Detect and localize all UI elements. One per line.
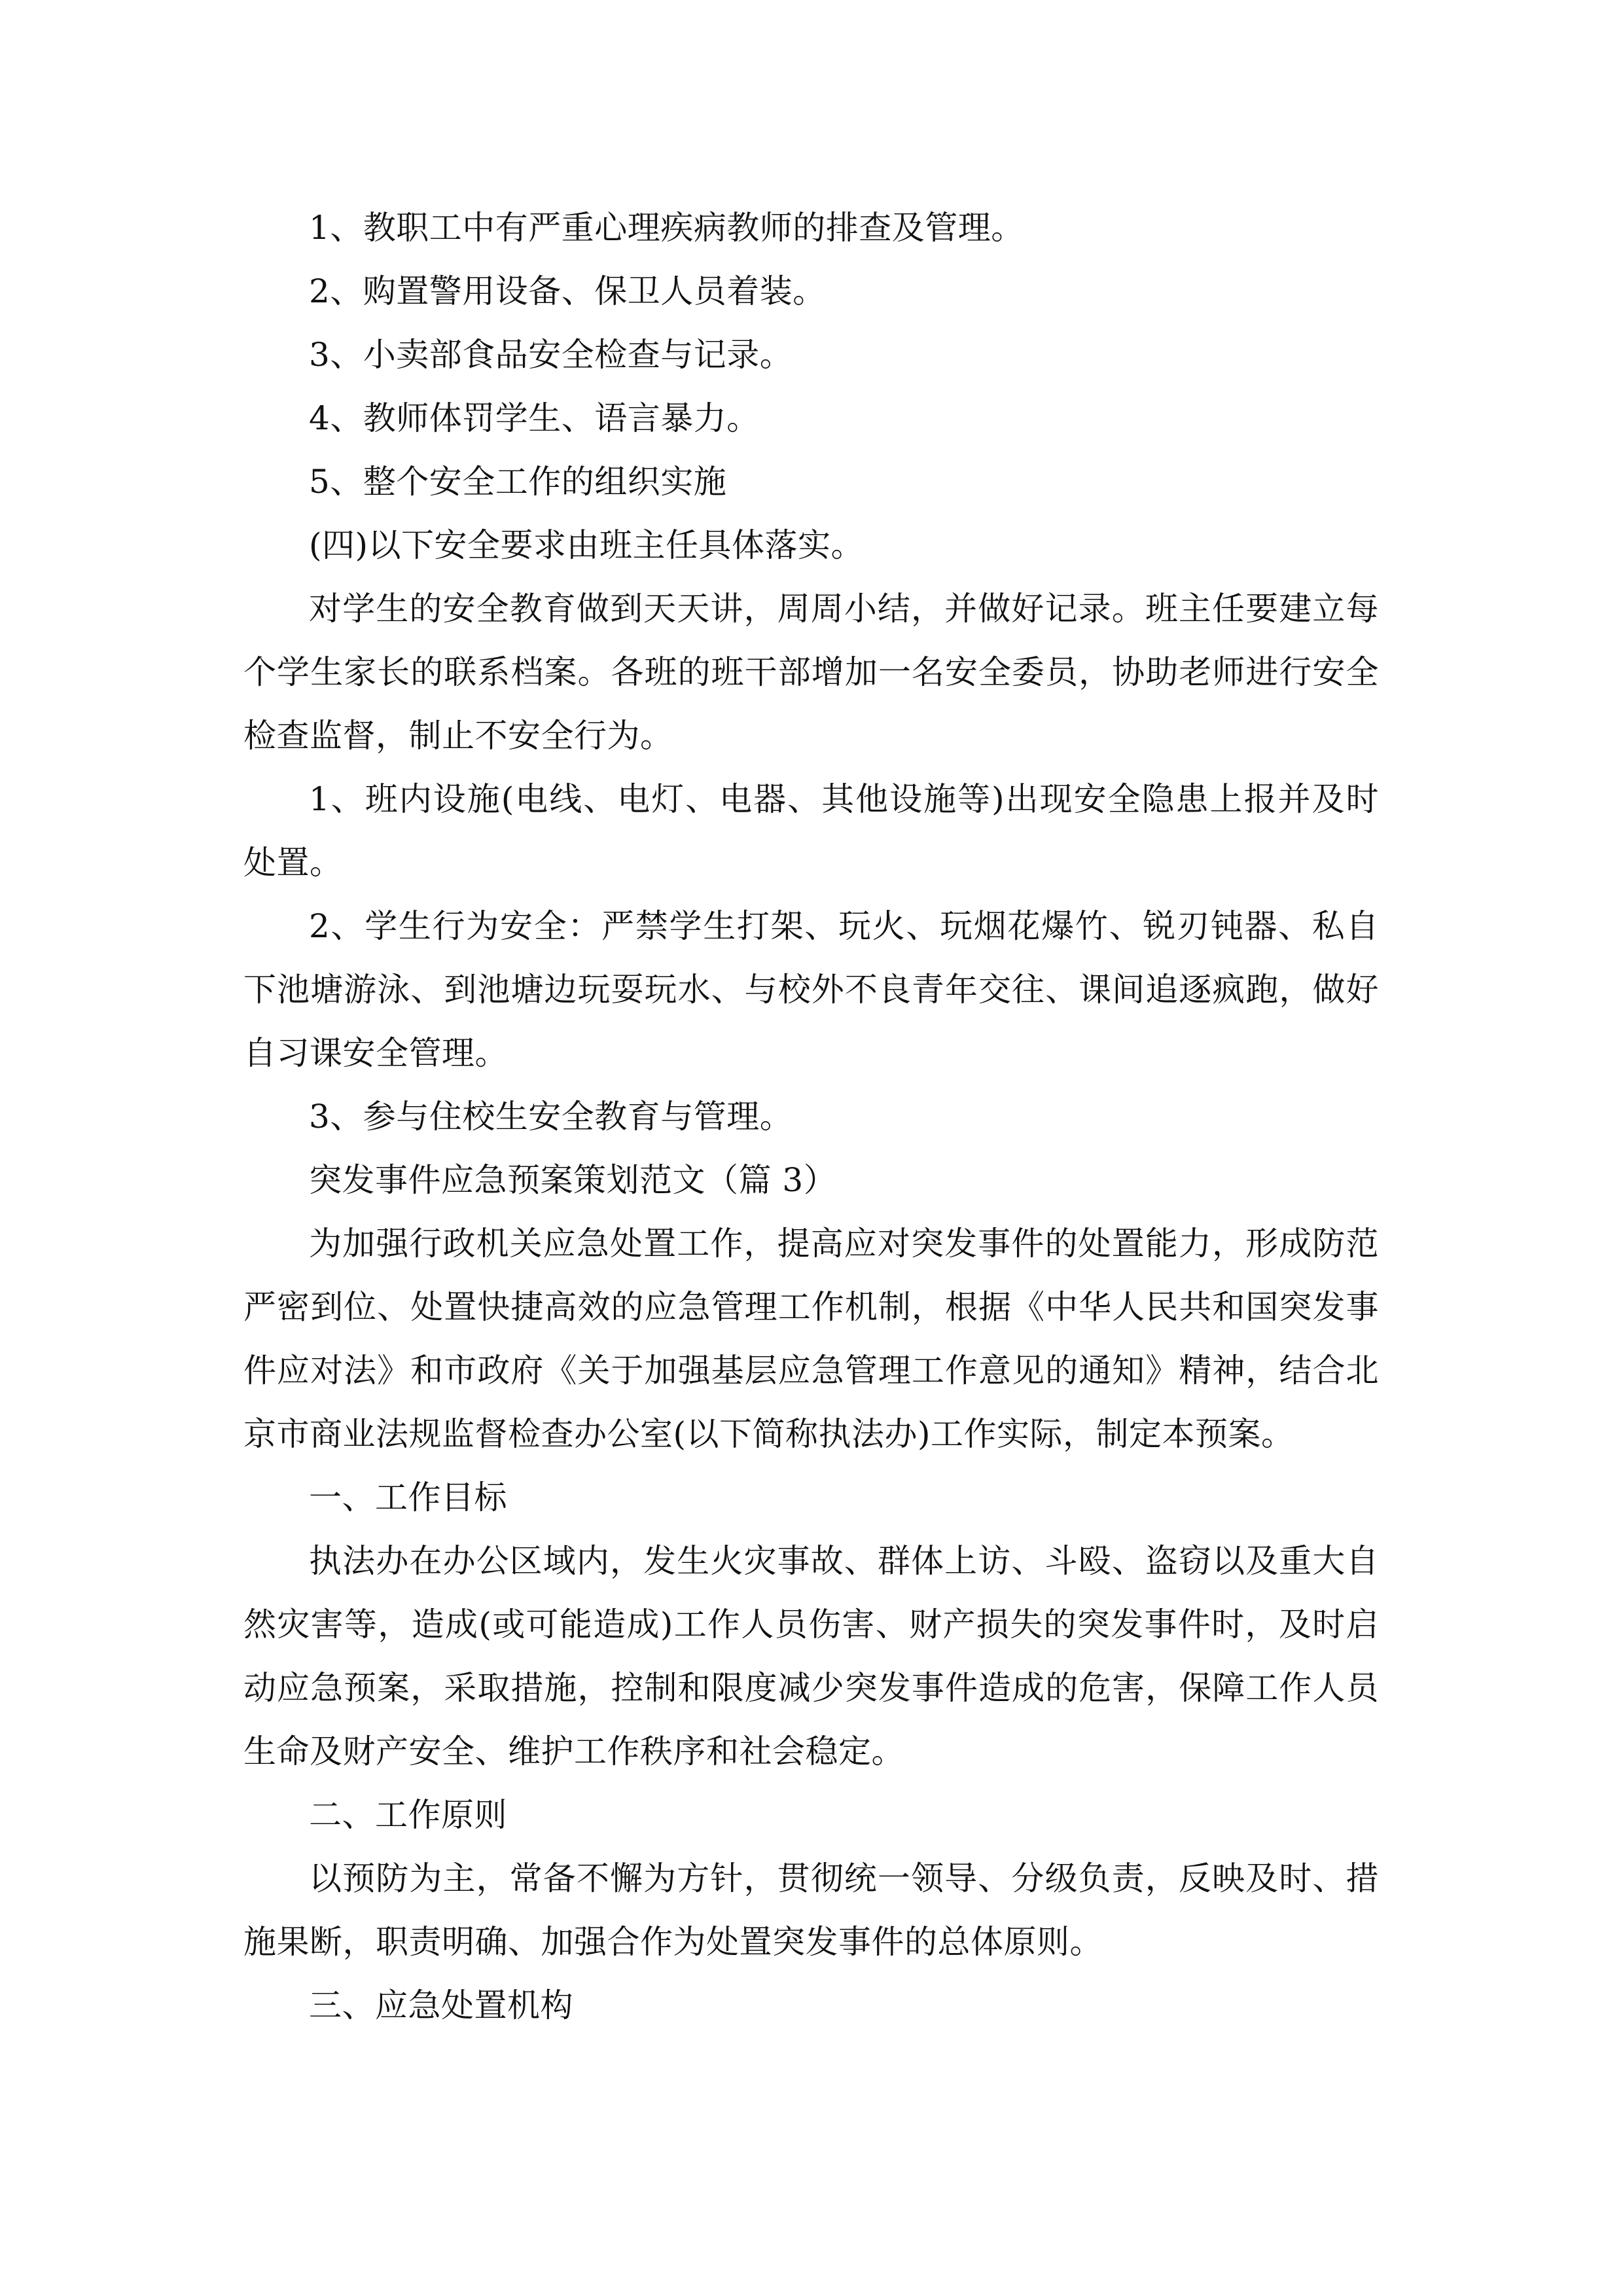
paragraph-item-2: 2、购置警用设备、保卫人员着装。 xyxy=(309,272,826,310)
paragraph-work-goal: 执法办在办公区域内，发生火灾事故、群体上访、斗殴、盗窃以及重大自然灾害等，造成(或可能造成)工作人员伤害、财产损失的突发事件时，及时启动应急预案，采取措施，控制和限度减少突发事件造成的危害，保障工作人员生命及财产安全、维护工作秩序和社会稳定。 xyxy=(243,1542,1379,1770)
section-heading-4: (四)以下安全要求由班主任具体落实。 xyxy=(309,526,865,564)
paragraph-item-3: 3、小卖部食品安全检查与记录。 xyxy=(309,336,793,374)
heading-emergency-agency: 三、应急处置机构 xyxy=(309,1986,573,2024)
paragraph-class-item-2: 2、学生行为安全：严禁学生打架、玩火、玩烟花爆竹、锐刃钝器、私自下池塘游泳、到池塘边玩耍玩水、与校外不良青年交往、课间追逐疯跑，做好自习课安全管理。 xyxy=(243,907,1379,1072)
paragraph-item-4: 4、教师体罚学生、语言暴力。 xyxy=(309,399,760,437)
document-section-title: 突发事件应急预案策划范文（篇 3） xyxy=(309,1161,837,1199)
heading-work-principle: 二、工作原则 xyxy=(309,1796,507,1834)
paragraph-intro: 为加强行政机关应急处置工作，提高应对突发事件的处置能力，形成防范严密到位、处置快捷高效的应急管理工作机制，根据《中华人民共和国突发事件应对法》和市政府《关于加强基层应急管理工作意见的通知》精神，结合北京市商业法规监督检查办公室(以下简称执法办)工作实际，制定本预案。 xyxy=(243,1225,1379,1453)
paragraph-class-teacher: 对学生的安全教育做到天天讲，周周小结，并做好记录。班主任要建立每个学生家长的联系档案。各班的班干部增加一名安全委员，协助老师进行安全检查监督，制止不安全行为。 xyxy=(243,590,1379,755)
paragraph-class-item-1: 1、班内设施(电线、电灯、电器、其他设施等)出现安全隐患上报并及时处置。 xyxy=(243,780,1379,882)
paragraph-item-5: 5、整个安全工作的组织实施 xyxy=(309,463,727,501)
document-body xyxy=(243,196,1379,2037)
paragraph-work-principle: 以预防为主，常备不懈为方针，贯彻统一领导、分级负责，反映及时、措施果断，职责明确、加强合作为处置突发事件的总体原则。 xyxy=(243,1859,1379,1961)
heading-work-goal: 一、工作目标 xyxy=(309,1479,507,1516)
paragraph-item-1: 1、教职工中有严重心理疾病教师的排查及管理。 xyxy=(309,209,1024,247)
paragraph-class-item-3: 3、参与住校生安全教育与管理。 xyxy=(309,1098,793,1136)
